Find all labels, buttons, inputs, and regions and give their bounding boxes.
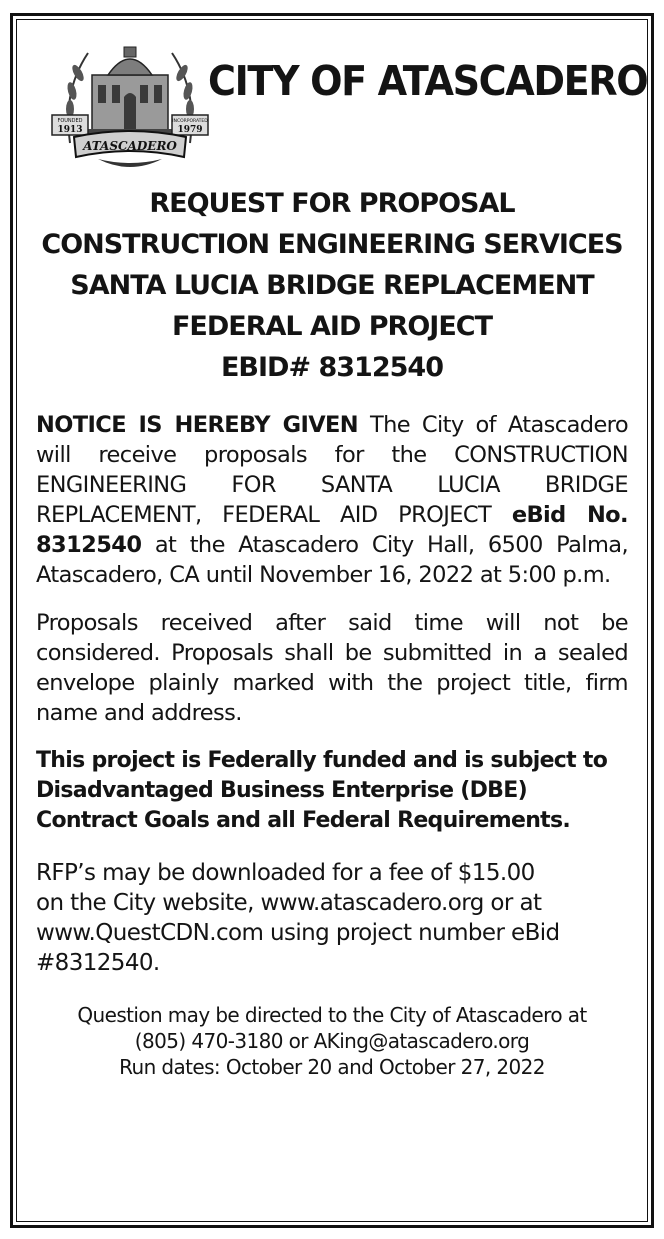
contact-line: Question may be directed to the City of Atascadero at	[77, 1003, 587, 1027]
city-title: CITY OF ATASCADERO	[208, 57, 648, 105]
incorporated-label: INCORPORATED	[172, 119, 208, 124]
rfp-title-line: SANTA LUCIA BRIDGE REPLACEMENT	[70, 270, 594, 301]
download-paragraph	[36, 858, 628, 978]
rfp-title-line: CONSTRUCTION ENGINEERING SERVICES	[41, 229, 623, 260]
founded-year: 1913	[57, 125, 83, 135]
download-line: www.QuestCDN.com using project number eBid	[36, 920, 560, 946]
rfp-title-line: EBID# 8312540	[220, 352, 443, 383]
download-line: on the City website, www.atascadero.org or at	[36, 890, 542, 916]
city-seal-logo	[48, 33, 212, 175]
contact-info	[36, 1002, 628, 1080]
notice-paragraph	[36, 410, 628, 590]
header	[36, 19, 648, 169]
contact-line: Run dates: October 20 and October 27, 2022	[119, 1055, 545, 1079]
download-line: #8312540.	[36, 950, 160, 976]
notice-lead: NOTICE IS HEREBY GIVEN	[36, 412, 359, 438]
incorporated-year: 1979	[177, 125, 203, 135]
notice-ebid: eBid No. 8312540	[36, 502, 628, 558]
legal-notice	[16, 19, 648, 1222]
rfp-title-line: FEDERAL AID PROJECT	[171, 311, 493, 342]
download-line: RFP’s may be downloaded for a fee of $15.00	[36, 860, 535, 886]
proposals-paragraph: Proposals received after said time will not be considered. Proposals shall be submitted in a sealed envelope plainly marked with the project title, firm name and address.	[36, 610, 628, 726]
notice-text-2: at the Atascadero City Hall, 6500 Palma, Atascadero, CA until November 16, 2022 at 5:00 p.m.	[36, 532, 628, 588]
notice-text-1: The City of Atascadero will receive proposals for the CONSTRUCTION ENGINEERING FOR SANTA LUCIA BRIDGE REPLACEMENT, FEDERAL AID PROJECT	[36, 412, 629, 528]
rfp-title-line: REQUEST FOR PROPOSAL	[149, 188, 515, 219]
contact-line: (805) 470-3180 or AKing@atascadero.org	[134, 1029, 530, 1053]
founded-label: FOUNDED	[57, 118, 83, 124]
federal-paragraph: This project is Federally funded and is subject to Disadvantaged Business Enterprise (DBE) Contract Goals and all Federal Requirements.	[36, 748, 608, 833]
rfp-title	[36, 183, 628, 388]
seal-banner-text: ATASCADERO	[83, 139, 177, 153]
